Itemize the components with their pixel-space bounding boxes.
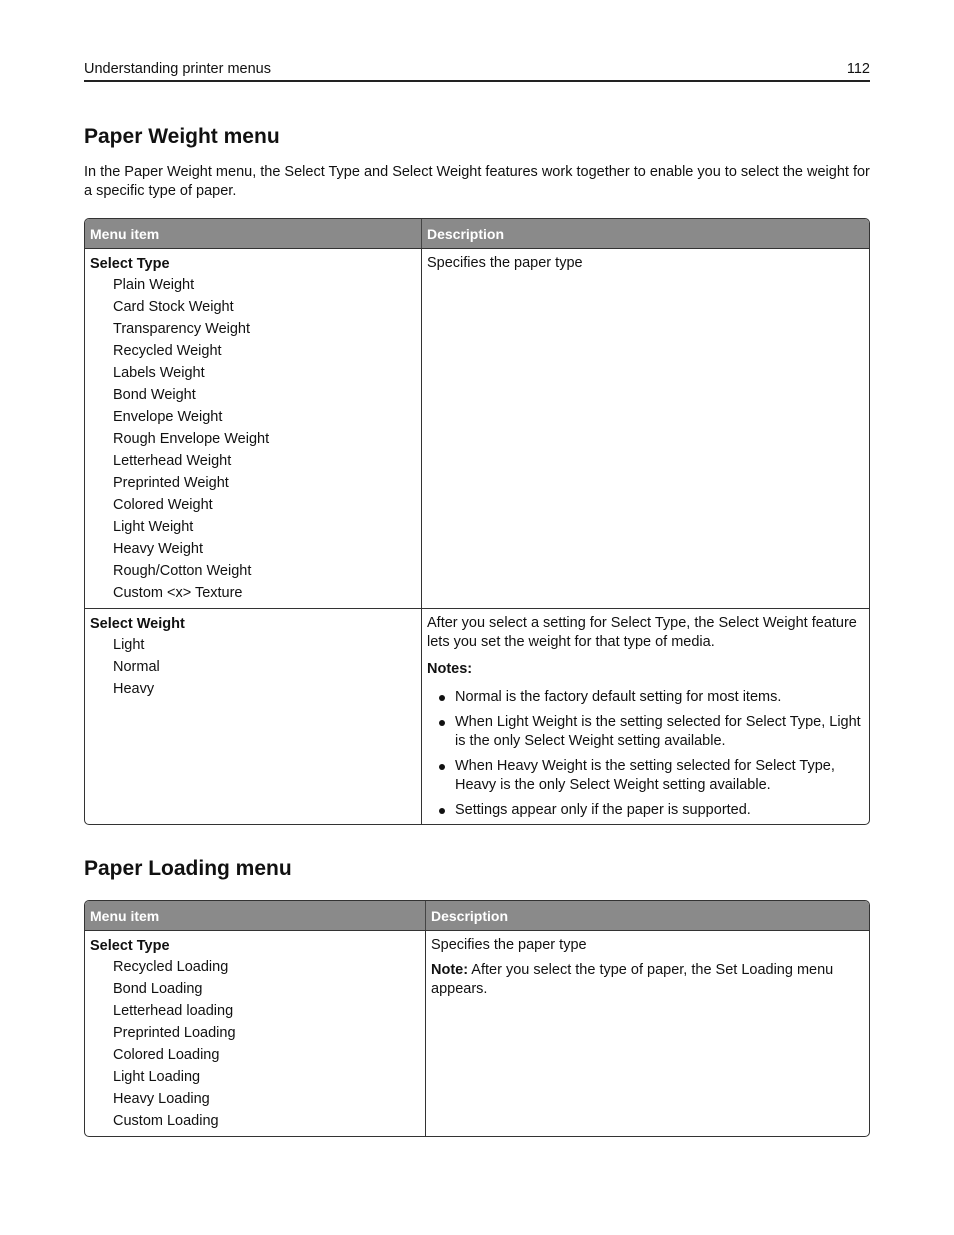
description-text: Specifies the paper type [427, 255, 583, 271]
menu-option: Colored Weight [113, 497, 213, 513]
menu-option: Heavy Weight [113, 541, 203, 557]
menu-option: Heavy Loading [113, 1091, 210, 1107]
menu-option: Plain Weight [113, 277, 195, 293]
menu-option: Card Stock Weight [113, 299, 234, 315]
bullet-icon [439, 764, 445, 770]
note-label: Note: [431, 962, 469, 978]
column-header-menu-item: Menu item [85, 901, 425, 930]
menu-option: Recycled Weight [113, 343, 222, 359]
section-title: Understanding printer menus [84, 61, 271, 77]
menu-option: Light Loading [113, 1069, 201, 1085]
page-number: 112 [846, 61, 870, 77]
description-text: Specifies the paper type [431, 937, 587, 953]
note-paragraph [431, 961, 864, 999]
menu-option: Preprinted Loading [113, 1025, 236, 1041]
menu-option: Preprinted Weight [113, 475, 229, 491]
menu-option: Letterhead loading [113, 1003, 234, 1019]
menu-item-cell [85, 608, 421, 824]
paper-weight-heading: Paper Weight menu [84, 125, 280, 148]
menu-option: Letterhead Weight [113, 453, 232, 469]
table-row [85, 930, 869, 1136]
column-header-description: Description [425, 901, 869, 930]
menu-option: Normal [113, 659, 160, 675]
menu-option: Recycled Loading [113, 959, 229, 975]
menu-option: Envelope Weight [113, 409, 223, 425]
description-text: After you select a setting for Select Type, the Select Weight feature lets you set the weight for that type of media. [427, 615, 857, 650]
page-header [84, 60, 870, 82]
list-item [427, 713, 864, 751]
paper-weight-table [84, 218, 870, 825]
note-text: Settings appear only if the paper is supported. [455, 802, 751, 818]
notes-label: Notes: [427, 661, 473, 677]
note-text: After you select the type of paper, the Set Loading menu appears. [431, 962, 834, 997]
menu-option: Light Weight [113, 519, 194, 535]
menu-item-title: Select Type [90, 938, 170, 954]
description-cell [425, 930, 869, 1136]
menu-item-title: Select Weight [90, 616, 185, 632]
description-cell [421, 608, 869, 824]
menu-option: Custom <x> Texture [113, 585, 243, 601]
menu-item-cell [85, 248, 421, 608]
menu-item-cell [85, 930, 425, 1136]
bullet-icon [439, 695, 445, 701]
list-item [427, 688, 864, 707]
note-text: When Heavy Weight is the setting selected for Select Type, Heavy is the only Select Weight setting available. [455, 758, 835, 793]
column-header-menu-item: Menu item [85, 219, 421, 248]
note-text: Normal is the factory default setting for most items. [455, 689, 782, 705]
menu-option: Colored Loading [113, 1047, 220, 1063]
menu-option: Rough Envelope Weight [113, 431, 270, 447]
menu-option: Bond Weight [113, 387, 196, 403]
menu-option: Labels Weight [113, 365, 205, 381]
notes-list [427, 688, 864, 820]
menu-option: Heavy [113, 681, 155, 697]
table-header-row [85, 219, 869, 248]
menu-item-title: Select Type [90, 256, 170, 272]
bullet-icon [439, 808, 445, 814]
bullet-icon [439, 720, 445, 726]
paper-loading-table [84, 900, 870, 1137]
menu-option: Light [113, 637, 145, 653]
table-row [85, 248, 869, 608]
table-header-row [85, 901, 869, 930]
description-cell [421, 248, 869, 608]
menu-option: Transparency Weight [113, 321, 251, 337]
menu-option: Rough/Cotton Weight [113, 563, 252, 579]
menu-option: Custom Loading [113, 1113, 219, 1129]
column-header-description: Description [421, 219, 869, 248]
note-text: When Light Weight is the setting selected for Select Type, Light is the only Select Weight setting available. [455, 714, 861, 749]
table-row [85, 608, 869, 824]
list-item [427, 801, 864, 820]
menu-option: Bond Loading [113, 981, 203, 997]
paper-loading-heading: Paper Loading menu [84, 857, 292, 880]
list-item [427, 757, 864, 795]
paper-weight-intro: In the Paper Weight menu, the Select Type and Select Weight features work together to enable you to select the weight for a specific type of paper. [84, 164, 870, 199]
